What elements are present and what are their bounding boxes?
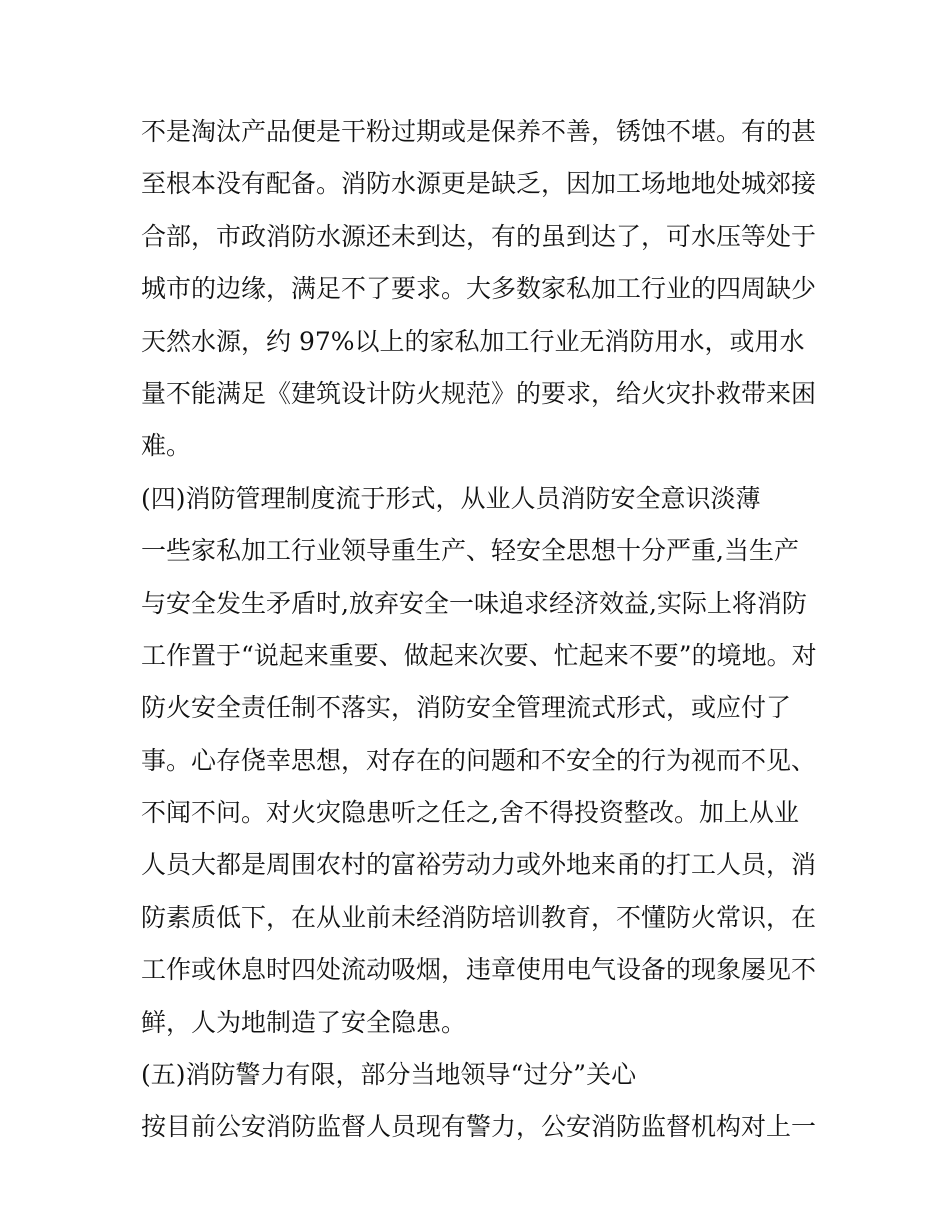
text-line: 鲜，人为地制造了安全隐患。	[141, 1007, 467, 1037]
text-line: 工作或休息时四处流动吸烟，违章使用电气设备的现象屡见不	[141, 955, 817, 985]
text-line: 不是淘汰产品便是干粉过期或是保养不善，锈蚀不堪。有的甚	[141, 117, 817, 146]
text-line: 事。心存侥幸思想，对存在的问题和不安全的行为视而不见、	[141, 745, 817, 775]
text-line: 不闻不问。对火灾隐患听之任之,舍不得投资整改。加上从业	[141, 798, 799, 828]
text-line: 城市的边缘，满足不了要求。大多数家私加工行业的四周缺少	[141, 274, 817, 304]
text-line: 人员大都是周围农村的富裕劳动力或外地来甬的打工人员，消	[141, 850, 817, 880]
text-line: 一些家私加工行业领导重生产、轻安全思想十分严重,当生产	[141, 536, 799, 566]
text-line: 天然水源，约 97%以上的家私加工行业无消防用水，或用水	[141, 326, 805, 356]
text-line: 防火安全责任制不落实，消防安全管理流式形式，或应付了	[141, 693, 792, 723]
text-line: 量不能满足《建筑设计防火规范》的要求，给火灾扑救带来困	[141, 378, 817, 408]
text-line: 合部，市政消防水源还未到达，有的虽到达了，可水压等处于	[141, 221, 817, 251]
document-body	[141, 106, 821, 1154]
text-line: 与安全发生矛盾时,放弃安全一味追求经济效益,实际上将消防	[141, 588, 807, 618]
section-heading: (四)消防管理制度流于形式，从业人员消防安全意识淡薄	[141, 483, 761, 513]
section-heading: (五)消防警力有限，部分当地领导“过分”关心	[141, 1060, 637, 1090]
text-line: 难。	[141, 431, 192, 461]
text-line: 工作置于“说起来重要、做起来次要、忙起来不要”的境地。对	[141, 640, 817, 670]
text-line: 按目前公安消防监督人员现有警力，公安消防监督机构对上一	[141, 1112, 817, 1142]
text-line: 防素质低下，在从业前未经消防培训教育，不懂防火常识，在	[141, 902, 817, 932]
text-line: 至根本没有配备。消防水源更是缺乏，因加工场地地处城郊接	[141, 169, 817, 199]
